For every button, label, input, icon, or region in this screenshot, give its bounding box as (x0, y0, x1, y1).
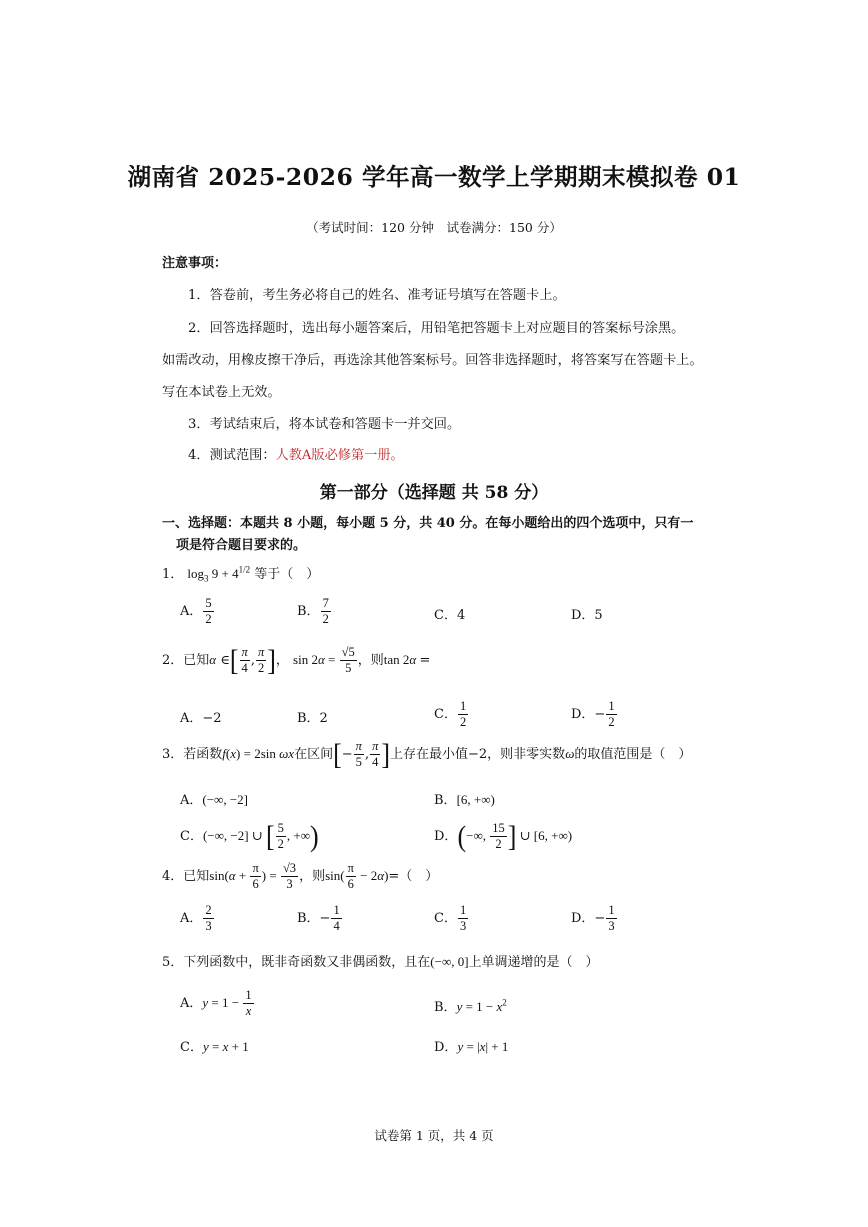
page-footer: 试卷第 1 页，共 4 页 (374, 1128, 494, 1143)
test-scope: 人教A版必修第一册。 (275, 448, 404, 463)
part-one-title: 第一部分（选择题 共 58 分） (319, 483, 549, 503)
question-4: 4．已知sin(α + $\frac{\pi}{6}$ ) = $\frac{√3}{3}$ ，则sin( $\frac{\pi}{6}$ − 2α)=（ ） (162, 861, 439, 892)
page-title: 湖南省 2025-2026 学年高一数学上学期期末模拟卷 01 (127, 163, 741, 191)
q4-option-d[interactable]: D．− $\frac{1}{3}$ (571, 903, 615, 934)
notice-item-4: 4．测试范围：人教A版必修第一册。 (188, 448, 404, 463)
notice-item-2: 2．回答选择题时，选出每小题答案后，用铅笔把答题卡上对应题目的答案标号涂黑。 (188, 321, 685, 336)
q1-option-d[interactable]: D．5 (571, 608, 603, 623)
exam-meta: （考试时间：120 分钟 试卷满分：150 分） (306, 220, 562, 235)
q1-formula: $\log_3 9 + 4^{1/2}$ (187, 564, 251, 584)
q4-option-c[interactable]: C． $\frac{1}{3}$ (434, 903, 467, 934)
question-2: 2．已知α ∈[ $\frac{\pi}{4}$ , $\frac{\pi}{2}$ ]， sin 2α = $\frac{√5}{5}$ ，则tan 2α = (162, 643, 431, 677)
q2-option-b[interactable]: B．2 (297, 711, 328, 726)
q5-option-a[interactable]: A．y = 1 − $\frac{1}{x}$ (180, 988, 252, 1019)
notice-item-2-cont: 如需改动，用橡皮擦干净后，再选涂其他答案标号。回答非选择题时，将答案写在答题卡上。 (162, 353, 703, 368)
q4-option-a[interactable]: A． $\frac{2}{3}$ (180, 903, 212, 934)
notice-item-2-cont2: 写在本试卷上无效。 (162, 385, 281, 400)
q1-option-b[interactable]: B． $\frac{7}{2}$ (297, 596, 329, 627)
q1-option-a[interactable]: A． $\frac{5}{2}$ (180, 596, 212, 627)
q5-option-c[interactable]: C．y = x + 1 (180, 1039, 249, 1055)
q2-option-a[interactable]: A．−2 (180, 711, 222, 726)
q5-option-b[interactable]: B．$y = 1 - x^2$ (434, 997, 507, 1015)
q3-option-b[interactable]: B．[6, +∞) (434, 792, 495, 808)
question-5: 5．下列函数中，既非奇函数又非偶函数，且在(−∞, 0]上单调递增的是（ ） (162, 954, 599, 970)
q3-option-d[interactable]: D．(−∞, $\frac{15}{2}$ ] ∪ [6, +∞) (434, 819, 573, 853)
notice-item-3: 3．考试结束后，将本试卷和答题卡一并交回。 (188, 417, 461, 432)
q3-option-c[interactable]: C．(−∞, −2] ∪ [ $\frac{5}{2}$ , +∞) (180, 819, 319, 853)
q2-option-c[interactable]: C． $\frac{1}{2}$ (434, 699, 467, 730)
q3-option-a[interactable]: A．(−∞, −2] (180, 792, 248, 808)
section-heading-cont: 项是符合题目要求的。 (176, 538, 307, 553)
notice-item-1: 1．答卷前，考生务必将自己的姓名、准考证号填写在答题卡上。 (188, 288, 566, 303)
q1-option-c[interactable]: C．4 (434, 608, 466, 623)
q2-option-d[interactable]: D．− $\frac{1}{2}$ (571, 699, 615, 730)
question-3: 3．若函数f(x) = 2sin ωx在区间[− $\frac{\pi}{5}$ , $\frac{\pi}{4}$ ]上存在最小值−2，则非零实数ω的取值范围是（ ） (162, 737, 692, 771)
q4-option-b[interactable]: B．− $\frac{1}{4}$ (297, 903, 340, 934)
notice-heading: 注意事项： (162, 256, 228, 271)
section-heading: 一、选择题：本题共 8 小题，每小题 5 分，共 40 分。在每小题给出的四个选项中，只有一 (162, 516, 694, 531)
q5-option-d[interactable]: D．y = |x| + 1 (434, 1039, 509, 1055)
question-1: 1． $\log_3 9 + 4^{1/2}$ 等于（ ） (162, 564, 320, 584)
